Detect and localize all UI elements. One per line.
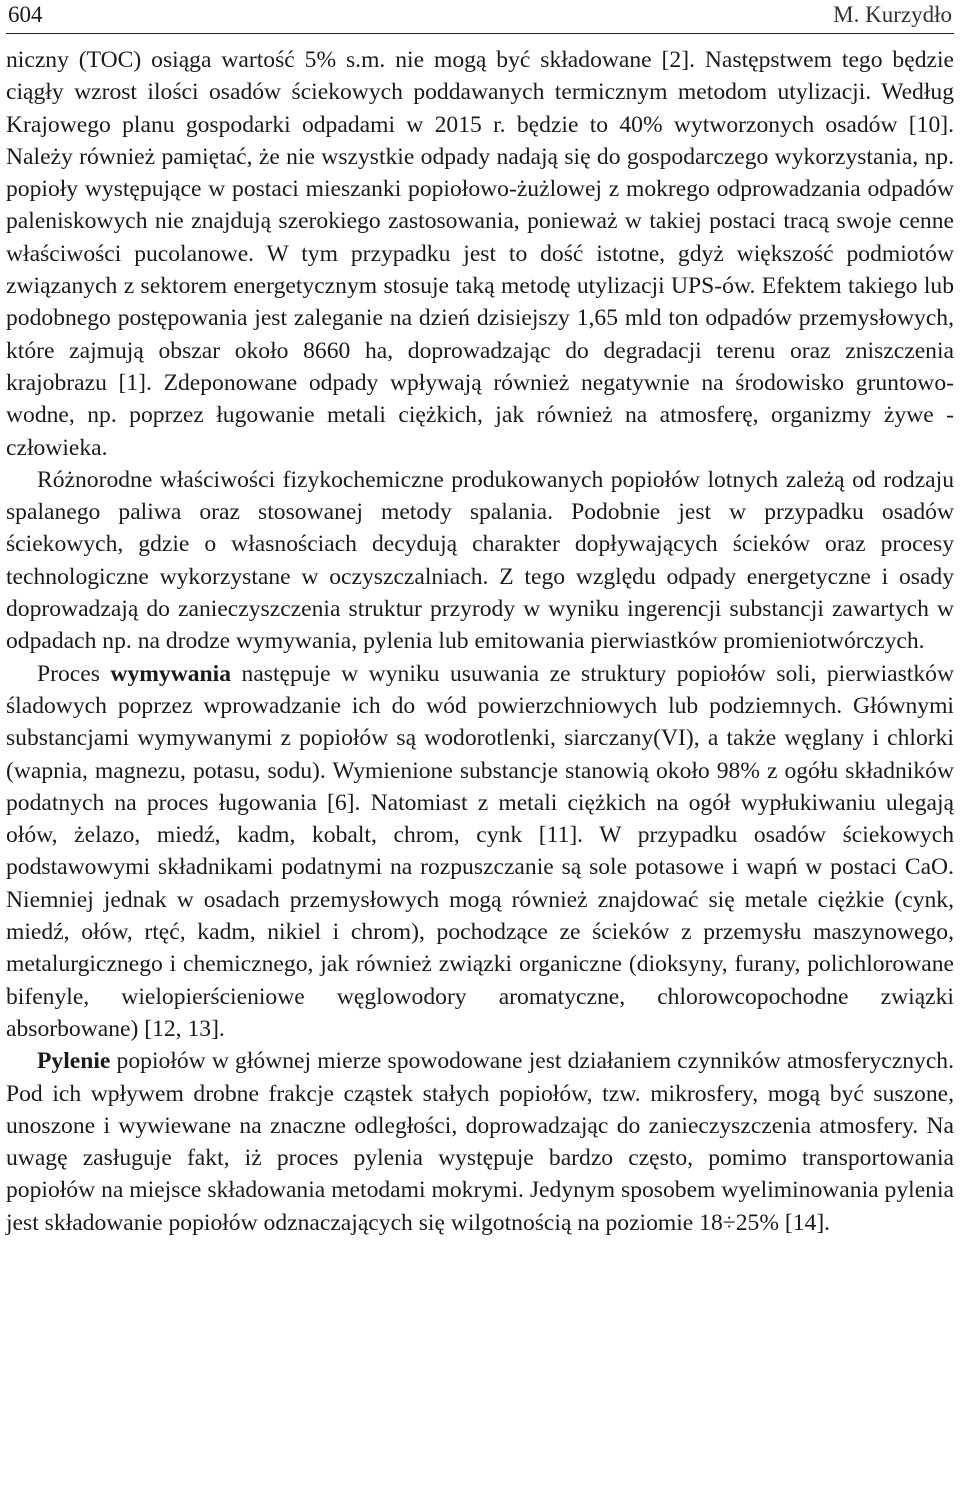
term-leaching: wymywania (110, 660, 232, 687)
paragraph-text: niczny (TOC) osiąga wartość 5% s.m. nie mogą być składowane [2]. Następstwem tego będzie ciągły wzrost ilości osadów ściekowych poddawanych termicznym metodom utylizacji. Według Krajowego planu gospodarki odpadami w 2015 r. będzie to 40% wytworzonych osadów [10]. Należy również pamiętać, że nie wszystkie odpady nadają się do gospodarczego wykorzystania, np. popioły występujące w postaci mieszanki popiołowo-żużlowej z mokrego odprowadzania odpadów paleniskowych nie znajdują szerokiego zastosowania, ponieważ w takiej postaci tracą swoje cenne właściwości pucolanowe. W tym przypadku jest to dość istotne, gdyż większość podmiotów związanych z sektorem energetycznym stosuje taką metodę utylizacji UPS-ów. Efektem takiego lub podobnego postępowania jest zaleganie na dzień dzisiejszy 1,65 mld ton odpadów przemysłowych, które zajmują obszar około 8660 ha, doprowadzając do degradacji terenu oraz zniszczenia krajobrazu [1]. Zdeponowane odpady wpływają również negatywnie na środowisko gruntowo-wodne, np. poprzez ługowanie metali ciężkich, jak również na atmosferę, organizmy żywe - człowieka. (6, 47, 954, 461)
paragraph-dusting (6, 1045, 954, 1239)
paragraph-leaching (6, 658, 954, 1046)
paragraph-physicochemical-properties (6, 464, 954, 658)
paragraph-text: następuje w wyniku usuwania ze struktury popiołów soli, pierwiastków śladowych poprzez wprowadzanie ich do wód powierzchniowych lub podziemnych. Głównymi substancjami wymywanymi z popiołów są wodorotlenki, siarczany(VI), a także węglany i chlorki (wapnia, magnezu, potasu, sodu). Wymienione substancje stanowią około 98% z ogółu składników podatnych na proces ługowania [6]. Natomiast z metali ciężkich na ogół wypłukiwaniu ulegają ołów, żelazo, miedź, kadm, kobalt, chrom, cynk [11]. W przypadku osadów ściekowych podstawowymi składnikami podatnymi na rozpuszczanie są sole potasowe i wapń w postaci CaO. Niemniej jednak w osadach przemysłowych mogą również znajdować się metale ciężkie (cynk, miedź, ołów, rtęć, kadm, nikiel i chrom), pochodzące ze ścieków z przemysłu maszynowego, metalurgicznego i chemicznego, jak również związki organiczne (dioksyny, furany, polichlorowane bifenyle, wielopierścieniowe węglowodory aromatyczne, chlorowcopochodne związki absorbowane) [12, 13]. (6, 660, 954, 1042)
paragraph-lead: Proces (37, 660, 111, 687)
term-dusting: Pylenie (37, 1048, 111, 1075)
paragraph-text: popiołów w głównej mierze spowodowane jest działaniem czynników atmosferycznych. Pod ich wpływem drobne frakcje cząstek stałych popiołów, tzw. mikrosfery, mogą być suszone, unoszone i wywiewane na znaczne odległości, doprowadzając do zanieczyszczenia atmosfery. Na uwagę zasługuje fakt, iż proces pylenia występuje bardzo często, pomimo transportowania popiołów na miejsce składowania metodami mokrymi. Jedynym sposobem wyeliminowania pylenia jest składowanie popiołów odznaczających się wilgotnością na poziomie 18÷25% [14]. (6, 1048, 954, 1236)
running-head (6, 0, 954, 34)
article-body (6, 44, 954, 1239)
page-number: 604 (8, 2, 43, 27)
paragraph-continuation (6, 44, 954, 464)
paragraph-text: Różnorodne właściwości fizykochemiczne produkowanych popiołów lotnych zależą od rodzaju spalanego paliwa oraz stosowanej metody spalania. Podobnie jest w przypadku osadów ściekowych, gdzie o własnościach decydują charakter dopływających ścieków oraz procesy technologiczne wykorzystane w oczyszczalniach. Z tego względu odpady energetyczne i osady doprowadzają do zanieczyszczenia struktur przyrody w wyniku ingerencji substancji zawartych w odpadach np. na drodze wymywania, pylenia lub emitowania pierwiastków promieniotwórczych. (6, 466, 954, 655)
running-head-author: M. Kurzydło (833, 2, 952, 27)
